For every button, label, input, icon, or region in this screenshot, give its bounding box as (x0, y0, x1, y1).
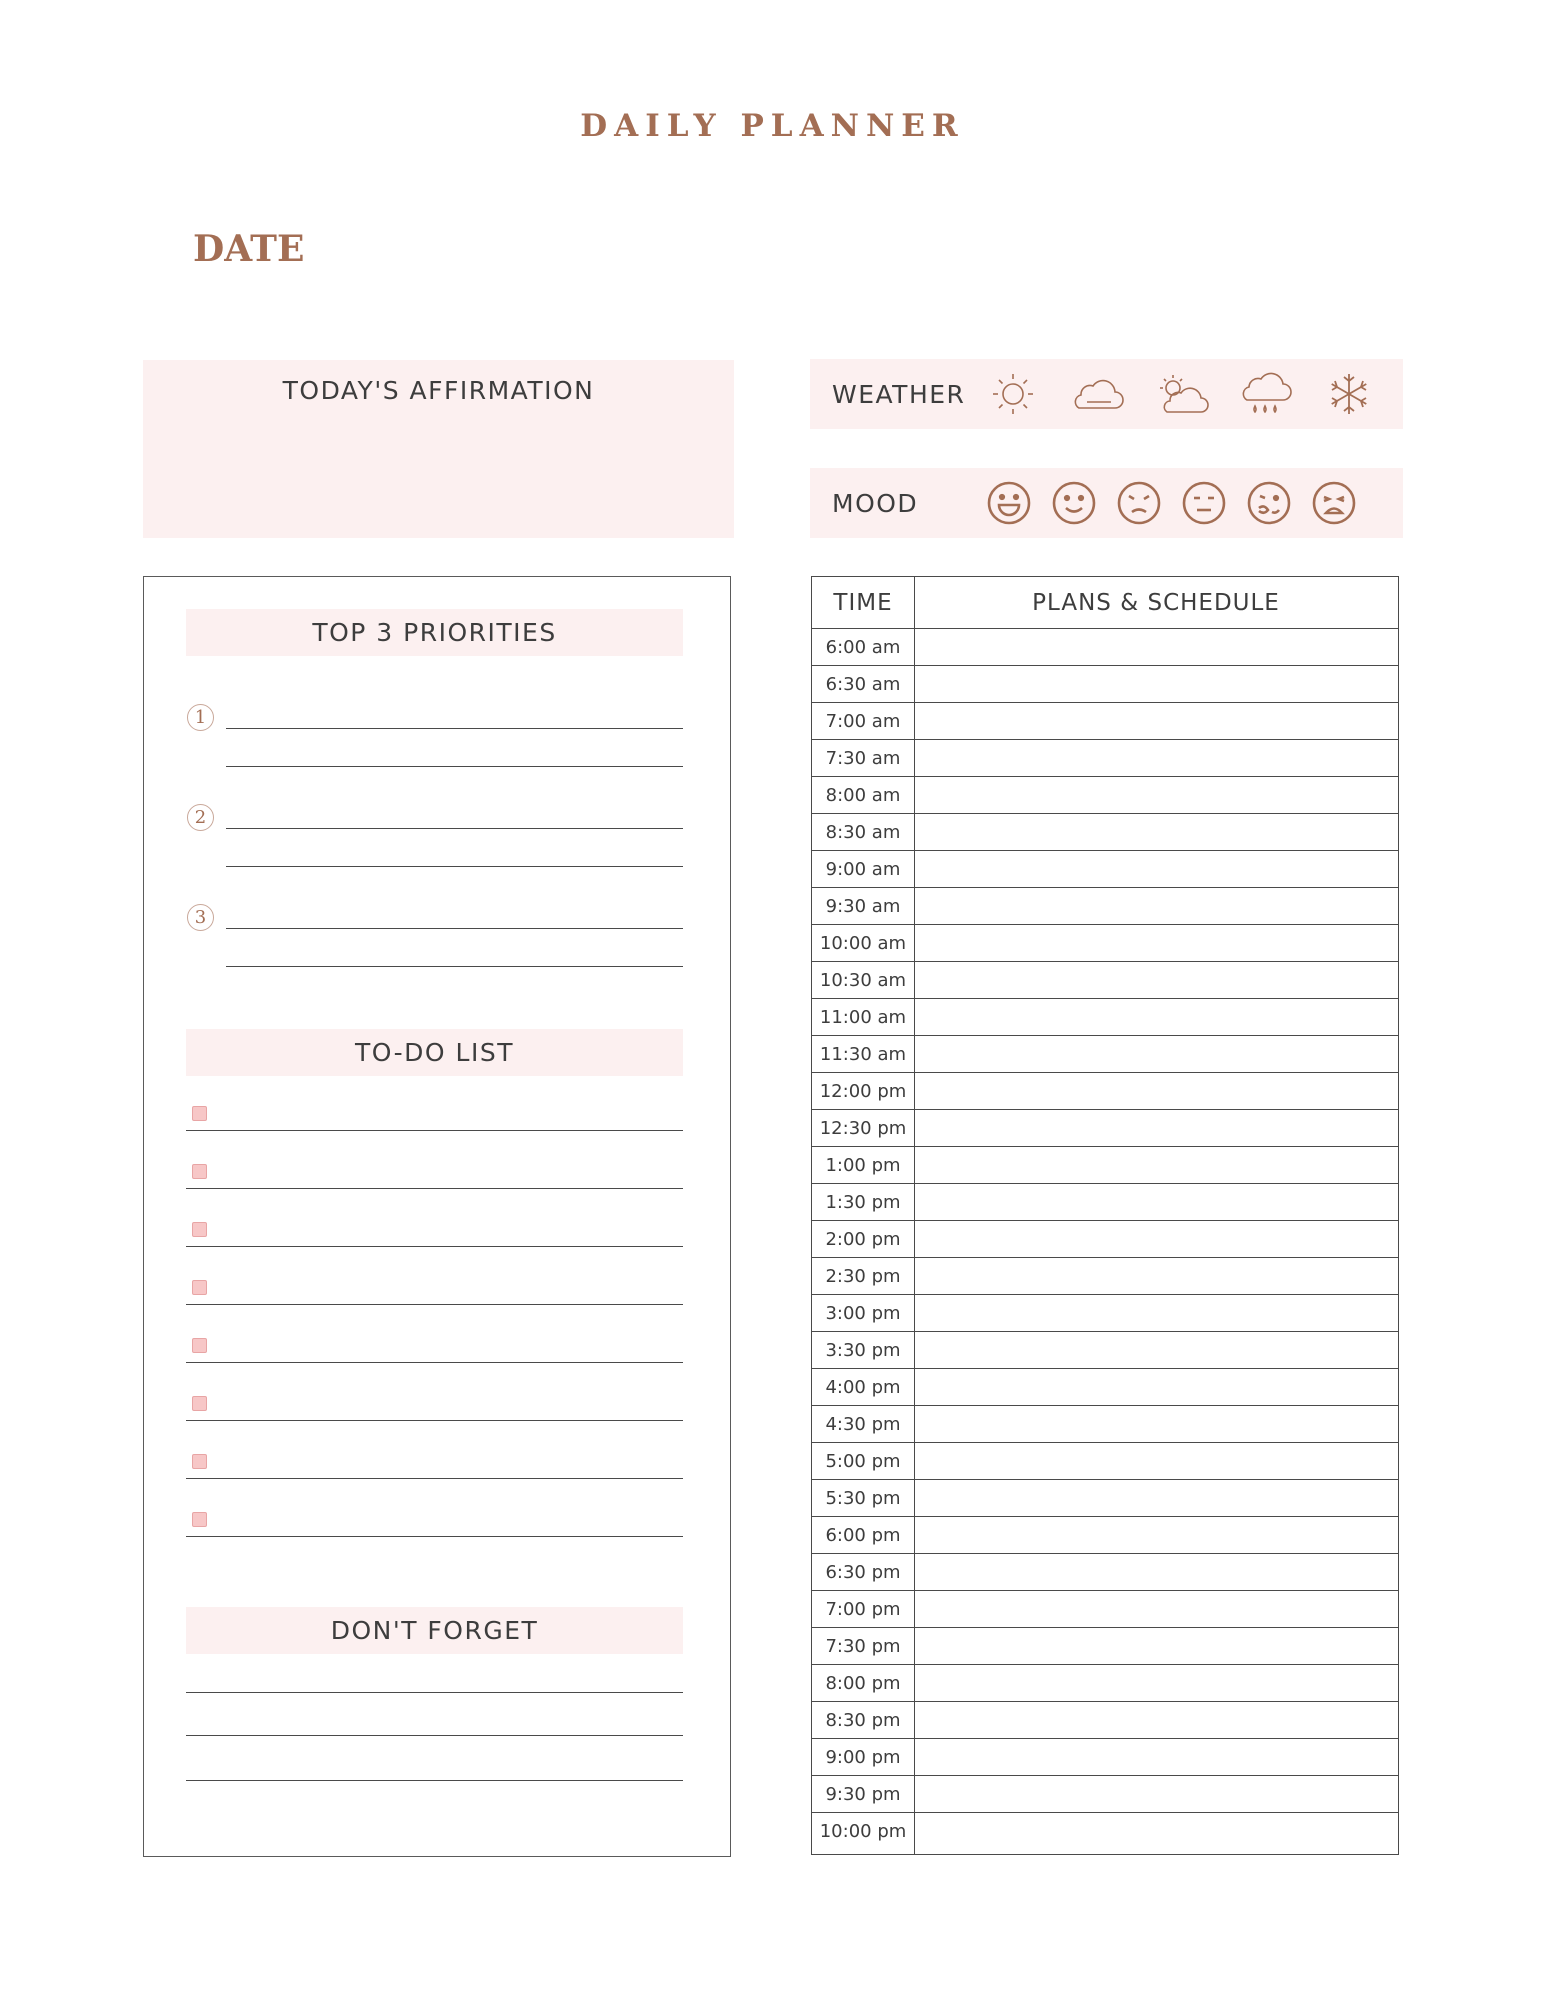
mood-label: MOOD (832, 488, 919, 518)
schedule-row[interactable] (812, 1702, 1398, 1739)
time-slot-label: 7:00 pm (825, 1599, 901, 1620)
notes-panel (143, 576, 731, 1857)
dont-forget-title: DON'T FORGET (330, 1616, 539, 1645)
todo-checkbox[interactable] (192, 1106, 207, 1121)
time-slot-label: 10:30 am (819, 970, 907, 991)
priority-number-2: 2 (187, 804, 214, 831)
priority-number-3: 3 (187, 904, 214, 931)
todo-line[interactable] (186, 1130, 683, 1131)
todo-checkbox[interactable] (192, 1454, 207, 1469)
schedule-row[interactable] (812, 1332, 1398, 1369)
time-slot-label: 5:00 pm (825, 1451, 901, 1472)
todo-band (186, 1029, 683, 1076)
affirmation-title: TODAY'S AFFIRMATION (282, 376, 595, 405)
schedule-row[interactable] (812, 1295, 1398, 1332)
time-slot-label: 4:00 pm (825, 1377, 901, 1398)
todo-checkbox[interactable] (192, 1396, 207, 1411)
time-slot-label: 3:00 pm (825, 1303, 901, 1324)
schedule-row[interactable] (812, 1073, 1398, 1110)
time-slot-label: 9:30 am (825, 896, 901, 917)
weather-strip (810, 359, 1403, 429)
time-slot-label: 1:30 pm (825, 1192, 901, 1213)
weather-label: WEATHER (832, 379, 966, 409)
time-slot-label: 1:00 pm (825, 1155, 901, 1176)
time-slot-label: 4:30 pm (825, 1414, 901, 1435)
schedule-row[interactable] (812, 1665, 1398, 1702)
sad-face-icon[interactable] (1116, 480, 1162, 526)
schedule-row[interactable] (812, 1221, 1398, 1258)
priority-2-line-2[interactable] (226, 866, 683, 867)
todo-line[interactable] (186, 1246, 683, 1247)
priority-number-1: 1 (187, 704, 214, 731)
schedule-row[interactable] (812, 1517, 1398, 1554)
dont-forget-band (186, 1607, 683, 1654)
todo-checkbox[interactable] (192, 1164, 207, 1179)
time-slot-label: 8:30 pm (825, 1710, 901, 1731)
schedule-row[interactable] (812, 1776, 1398, 1813)
todo-line[interactable] (186, 1536, 683, 1537)
time-slot-label: 6:30 am (825, 674, 901, 695)
todo-title: TO-DO LIST (355, 1038, 514, 1067)
time-slot-label: 7:30 am (825, 748, 901, 769)
schedule-row[interactable] (812, 1480, 1398, 1517)
sun-icon[interactable] (983, 370, 1043, 418)
schedule-row[interactable] (812, 999, 1398, 1036)
schedule-row[interactable] (812, 1813, 1398, 1850)
schedule-row[interactable] (812, 1258, 1398, 1295)
schedule-row[interactable] (812, 962, 1398, 999)
affirmation-box[interactable] (143, 360, 734, 538)
date-label: DATE (193, 228, 305, 270)
time-slot-label: 11:30 am (819, 1044, 907, 1065)
schedule-row[interactable] (812, 1406, 1398, 1443)
time-slot-label: 12:30 pm (819, 1118, 907, 1139)
schedule-row[interactable] (812, 703, 1398, 740)
schedule-row[interactable] (812, 814, 1398, 851)
priority-1-line-2[interactable] (226, 766, 683, 767)
schedule-row[interactable] (812, 666, 1398, 703)
time-slot-label: 2:30 pm (825, 1266, 901, 1287)
priority-3-line-2[interactable] (226, 966, 683, 967)
time-slot-label: 8:00 pm (825, 1673, 901, 1694)
partly-cloudy-icon[interactable] (1151, 370, 1211, 418)
time-slot-label: 9:00 pm (825, 1747, 901, 1768)
dont-forget-line[interactable] (186, 1735, 683, 1736)
todo-line[interactable] (186, 1304, 683, 1305)
time-slot-label: 11:00 am (819, 1007, 907, 1028)
todo-checkbox[interactable] (192, 1222, 207, 1237)
time-slot-label: 10:00 am (819, 933, 907, 954)
schedule-row[interactable] (812, 1036, 1398, 1073)
time-slot-label: 9:30 pm (825, 1784, 901, 1805)
todo-checkbox[interactable] (192, 1512, 207, 1527)
smiling-face-icon[interactable] (1051, 480, 1097, 526)
schedule-row[interactable] (812, 1110, 1398, 1147)
schedule-row[interactable] (812, 925, 1398, 962)
time-slot-label: 12:00 pm (819, 1081, 907, 1102)
time-slot-label: 5:30 pm (825, 1488, 901, 1509)
mood-strip (810, 468, 1403, 538)
priority-2-line[interactable] (226, 828, 683, 829)
grinning-face-icon[interactable] (986, 480, 1032, 526)
schedule-row[interactable] (812, 740, 1398, 777)
snowflake-icon[interactable] (1319, 370, 1379, 418)
schedule-table (811, 576, 1399, 1855)
todo-line[interactable] (186, 1478, 683, 1479)
schedule-row[interactable] (812, 888, 1398, 925)
time-slot-label: 7:30 pm (825, 1636, 901, 1657)
time-slot-label: 8:00 am (825, 785, 901, 806)
priorities-band (186, 609, 683, 656)
tired-face-icon[interactable] (1311, 480, 1357, 526)
dont-forget-line[interactable] (186, 1780, 683, 1781)
rain-icon[interactable] (1235, 370, 1295, 418)
time-slot-label: 3:30 pm (825, 1340, 901, 1361)
priorities-title: TOP 3 PRIORITIES (312, 618, 557, 647)
time-slot-label: 9:00 am (825, 859, 901, 880)
schedule-row[interactable] (812, 1184, 1398, 1221)
time-column-header: TIME (833, 590, 893, 616)
time-slot-label: 7:00 am (825, 711, 901, 732)
time-slot-label: 2:00 pm (825, 1229, 901, 1250)
time-slot-label: 10:00 pm (819, 1821, 907, 1842)
todo-line[interactable] (186, 1188, 683, 1189)
schedule-row[interactable] (812, 1147, 1398, 1184)
schedule-row[interactable] (812, 1369, 1398, 1406)
schedule-row[interactable] (812, 851, 1398, 888)
todo-line[interactable] (186, 1420, 683, 1421)
winking-face-icon[interactable] (1246, 480, 1292, 526)
neutral-face-icon[interactable] (1181, 480, 1227, 526)
todo-line[interactable] (186, 1362, 683, 1363)
schedule-row[interactable] (812, 1628, 1398, 1665)
priority-3-line[interactable] (226, 928, 683, 929)
todo-checkbox[interactable] (192, 1338, 207, 1353)
time-slot-label: 6:00 pm (825, 1525, 901, 1546)
schedule-row[interactable] (812, 1443, 1398, 1480)
schedule-row[interactable] (812, 1554, 1398, 1591)
dont-forget-line[interactable] (186, 1692, 683, 1693)
time-slot-label: 6:30 pm (825, 1562, 901, 1583)
todo-checkbox[interactable] (192, 1280, 207, 1295)
schedule-row[interactable] (812, 629, 1398, 666)
schedule-row[interactable] (812, 1591, 1398, 1628)
time-slot-label: 8:30 am (825, 822, 901, 843)
cloud-icon[interactable] (1067, 370, 1127, 418)
schedule-row[interactable] (812, 777, 1398, 814)
plans-column-header: PLANS & SCHEDULE (1032, 590, 1280, 616)
time-slot-label: 6:00 am (825, 637, 901, 658)
page-title: DAILY PLANNER (580, 108, 965, 144)
priority-1-line[interactable] (226, 728, 683, 729)
schedule-header (812, 577, 1398, 629)
schedule-row[interactable] (812, 1739, 1398, 1776)
